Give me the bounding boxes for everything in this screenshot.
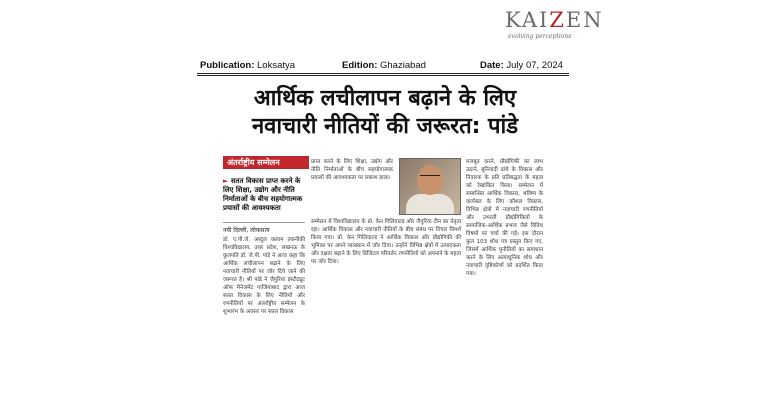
header-rule-top xyxy=(197,73,569,74)
blurb xyxy=(223,177,305,213)
headline-line-1: आर्थिक लचीलापन बढ़ाने के लिए xyxy=(253,86,517,111)
logo-word-part: KAI xyxy=(505,8,550,32)
blurb-text: सतत विकास प्राप्त करने के लिए शिक्षा, उद्योग और नीति निर्माताओं के बीच सहयोगात्मक प्रयासों की आवश्यकता xyxy=(223,177,303,212)
article-column-2a: प्राप्त करने के लिए शिक्षा, उद्योग और नीति निर्माताओं के बीच सहयोगात्मक प्रयासों की आवश्यकता पर प्रकाश डाला। xyxy=(311,159,393,181)
date-meta xyxy=(480,60,563,71)
article-column-3: मजबूत करने, प्रौद्योगिकी का लाभ उठाने, बुनियादी ढांचे के विकास और निवारक के प्रति प्रतिबद्धता के महत्व को रेखांकित किया। सम्मेलन में सम्बन्धित आर्थिक विकास, भविष्य के कार्यबल के लिए कौशल विकास, विभिन्न क्षेत्रों में नवाचारी रणनीतियों और उभरती प्रौद्योगिकियों के सामाजिक-आर्थिक प्रभाव जैसे विविध विषयों पर चर्चा की गई। इस दौरान कुल 103 शोध पत्र प्रस्तुत किए गए, जिसमें आर्थिक चुनौतियों का समाधान करने के लिए अत्याधुनिक शोध और नवाचारी दृष्टिकोणों को प्रदर्शित किया गया। xyxy=(466,159,543,277)
edition-value: Ghaziabad xyxy=(380,60,426,71)
edition-label: Edition: xyxy=(342,60,378,71)
publication-label: Publication: xyxy=(200,60,255,71)
edition-meta xyxy=(342,60,426,71)
bullet-arrow-icon: ► xyxy=(223,177,229,185)
publication-value: Loksatya xyxy=(257,60,296,71)
logo-wordmark xyxy=(505,8,604,32)
photo-shirt xyxy=(406,194,454,215)
photo-face xyxy=(417,165,443,195)
date-label: Date: xyxy=(480,60,504,71)
logo-word-z: Z xyxy=(549,8,566,32)
article-column-2b: सम्मेलन में विश्वविद्यालय के प्रो. केन गिलिवाल्ड और जैपुरिया टीम का नेतृत्व रहा। आर्थिक विकास और नवाचारी नीतियों के बीच संबंध पर विचार विमर्श किया गया। प्रो. केन गिलिवाल्ड ने आर्थिक विकास और प्रौद्योगिकी की भूमिका पर अपने व्याख्यान में जोर दिया। उन्होंने विभिन्न क्षेत्रों में उत्पादकता और दक्षता बढ़ाने के लिए डिजिटल परिवर्तन रणनीतियों को अपनाने के महत्व पर जोर दिया। xyxy=(311,219,461,265)
author-photo xyxy=(399,158,461,215)
article-column-1: डॉ. ए.पी.जे. अब्दुल कलाम तकनीकी विश्वविद्यालय, उत्तर प्रदेश, लखनऊ के कुलपति डॉ. जे.पी. पांडे ने आज कहा कि आर्थिक लचीलापन बढ़ाने के लिए नवाचारी नीतियों पर जोर दिये जाने की जरूरत है। श्री पांडे ने जैपुरिया इंस्टीट्यूट ऑफ मैनेजमेंट गाजियाबाद द्वारा आज सतत विकास के लिए नीतियों और रणनीतियों पर अंतर्राष्ट्रीय सम्मेलन के शुभारंभ के अवसर पर सतत विकास xyxy=(223,237,305,315)
logo-word-part: EN xyxy=(565,8,604,32)
date-value: July 07, 2024 xyxy=(506,60,563,71)
headline-line-2: नवाचारी नीतियों की जरूरत: पांडे xyxy=(251,114,519,139)
publication-meta xyxy=(200,60,295,71)
photo-glasses xyxy=(420,175,440,180)
newspaper-clipping xyxy=(223,82,543,372)
dateline: नयी दिल्ली, लोकसत्य xyxy=(223,222,305,234)
kaizen-logo xyxy=(505,8,605,44)
header-rule-bottom xyxy=(197,75,569,76)
section-tag: अंतर्राष्ट्रीय सम्मेलन xyxy=(223,156,309,169)
logo-tagline: evolving perceptions xyxy=(508,33,572,40)
